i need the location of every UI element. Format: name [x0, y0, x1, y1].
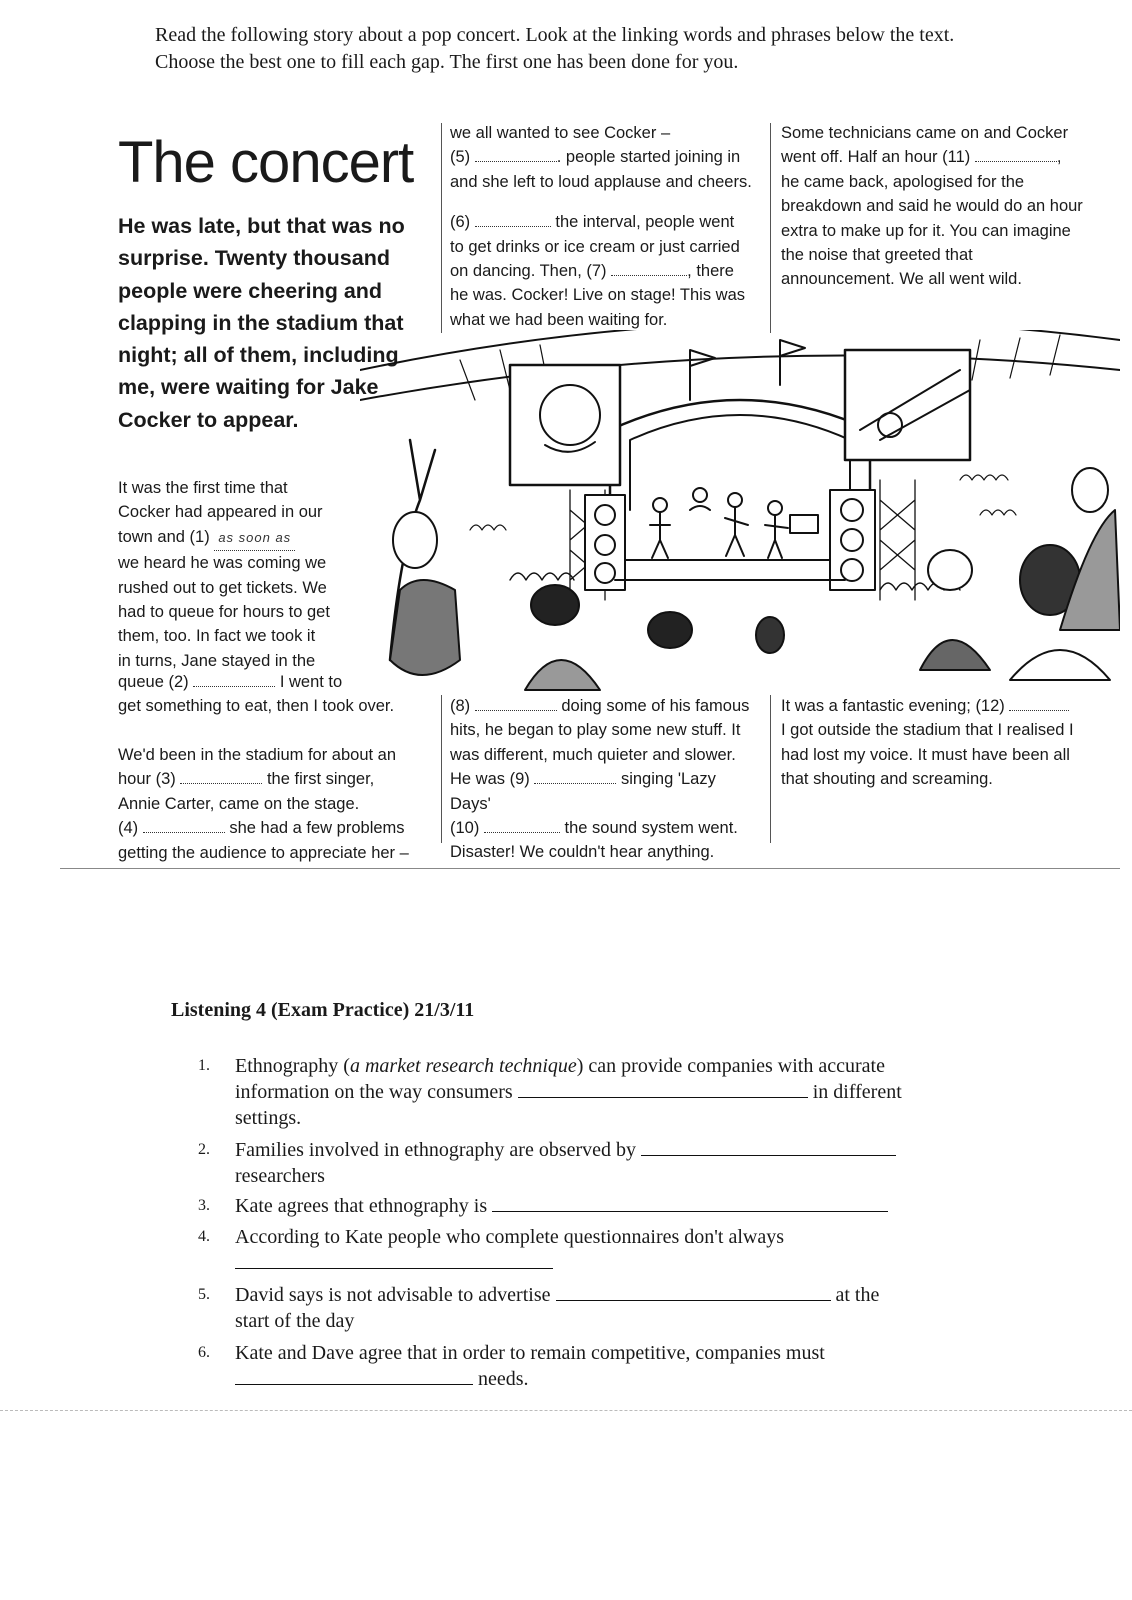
question-3	[198, 1193, 958, 1219]
text-span: Kate agrees that ethnography is	[235, 1195, 488, 1217]
text-line: get something to eat, then I took over.	[118, 697, 395, 716]
column-rule	[441, 123, 442, 333]
text-span: the interval, people went	[555, 213, 735, 232]
text-line	[235, 1079, 958, 1105]
text-span: doing some of his famous	[561, 697, 750, 715]
text-line: we all wanted to see Cocker –	[450, 124, 671, 142]
answer-blank-4[interactable]	[235, 1252, 553, 1269]
listening-title: Listening 4 (Exam Practice) 21/3/11	[171, 999, 475, 1021]
text-line	[450, 259, 760, 283]
answer-blank-6[interactable]	[235, 1368, 473, 1385]
text-line: had to queue for hours to get	[118, 603, 330, 622]
text-span: at the	[835, 1284, 880, 1306]
question-body	[235, 1224, 958, 1276]
text-line: I got outside the stadium that I realised I	[781, 721, 1074, 740]
question-2	[198, 1137, 958, 1189]
text-line: rushed out to get tickets. We	[118, 578, 327, 597]
scan-edge-line	[0, 1410, 1132, 1411]
answer-blank-1[interactable]	[518, 1081, 808, 1098]
story-column-2-top	[450, 121, 760, 332]
gap-2	[193, 672, 275, 687]
text-line: them, too. In fact we took it	[118, 627, 316, 646]
question-body	[235, 1053, 958, 1131]
text-line: getting the audience to appreciate her –	[118, 843, 409, 862]
text-line: hits, he began to play some new stuff. It	[450, 721, 741, 740]
text-span: It was a fantastic evening; (12)	[781, 697, 1005, 715]
text-span: hour (3)	[118, 770, 176, 789]
text-line: and she left to loud applause and cheers.	[450, 172, 752, 191]
instructions-line-1: Read the following story about a pop concert. Look at the linking words and phrases below the text.	[155, 24, 955, 46]
story-column-3-top	[781, 121, 1091, 292]
text-line	[235, 1137, 958, 1163]
text-span: needs.	[478, 1368, 529, 1390]
text-line: had lost my voice. It must have been all	[781, 745, 1070, 764]
text-span: a market research technique	[349, 1055, 577, 1077]
text-line: Some technicians came on and Cocker	[781, 124, 1069, 142]
text-line	[450, 816, 760, 840]
question-number: 4.	[198, 1228, 210, 1245]
text-line	[235, 1250, 958, 1276]
text-line: that shouting and screaming.	[781, 770, 993, 789]
question-6	[198, 1340, 958, 1392]
gap-10	[484, 818, 560, 833]
question-body	[235, 1137, 958, 1189]
story-title: The concert	[118, 130, 414, 195]
text-line: the noise that greeted that	[781, 246, 973, 265]
text-line: we heard he was coming we	[118, 554, 327, 573]
question-5	[198, 1282, 958, 1334]
text-span: (10)	[450, 819, 480, 838]
text-line	[235, 1282, 958, 1308]
text-line	[450, 767, 760, 816]
text-line: Annie Carter, came on the stage.	[118, 794, 360, 813]
text-line: announcement. We all went wild.	[781, 270, 1022, 289]
text-line: start of the day	[235, 1310, 355, 1332]
instructions	[155, 22, 1115, 76]
question-number: 5.	[198, 1286, 210, 1303]
text-line	[235, 1053, 958, 1079]
text-line	[118, 767, 438, 791]
text-line: We'd been in the stadium for about an	[118, 746, 397, 764]
question-body	[235, 1282, 958, 1334]
question-number: 6.	[198, 1344, 210, 1361]
instructions-line-2: Choose the best one to fill each gap. The first one has been done for you.	[155, 51, 739, 73]
concert-illustration	[360, 330, 1120, 700]
story-lead: He was late, but that was no surprise. Twenty thousand people were cheering and clapping in the stadium that night; all of them, including me, were waiting for Jake Cocker to appear.	[118, 214, 405, 432]
text-line: was different, much quieter and slower.	[450, 745, 736, 764]
story-column-3-bottom	[781, 694, 1091, 792]
gap-4	[143, 818, 225, 833]
question-number: 3.	[198, 1197, 210, 1214]
text-line: settings.	[235, 1107, 302, 1129]
question-number: 2.	[198, 1141, 210, 1158]
text-span: went off. Half an hour (11)	[781, 148, 971, 167]
story-paragraph-1	[118, 476, 358, 673]
gap-5	[475, 147, 557, 162]
text-span: the first singer,	[266, 770, 375, 789]
text-span: town and (1)	[118, 527, 210, 546]
text-line	[450, 210, 760, 234]
text-span: on dancing. Then, (7)	[450, 262, 607, 281]
text-line: researchers	[235, 1165, 325, 1187]
text-span: David says is not advisable to advertise	[235, 1284, 551, 1306]
question-number: 1.	[198, 1057, 210, 1074]
column-rule	[770, 695, 771, 843]
text-span: (8)	[450, 697, 471, 715]
text-line	[118, 525, 358, 551]
text-span: she had a few problems	[229, 819, 405, 838]
spacer	[450, 194, 760, 210]
text-line: he was. Cocker! Live on stage! This was	[450, 286, 746, 305]
story-column-2-bottom	[450, 694, 760, 865]
text-line: he came back, apologised for the	[781, 172, 1025, 191]
question-1	[198, 1053, 958, 1131]
gap-11	[975, 147, 1057, 162]
text-line: It was the first time that	[118, 479, 288, 497]
text-line: breakdown and said he would do an hour	[781, 197, 1083, 216]
text-span: , there	[687, 262, 734, 281]
text-span: (4)	[118, 819, 139, 838]
text-span: singing 'Lazy Days'	[450, 770, 716, 813]
answer-blank-5[interactable]	[556, 1284, 831, 1301]
text-line: Cocker had appeared in our	[118, 503, 323, 522]
text-span: queue (2)	[118, 673, 189, 691]
text-line: According to Kate people who complete questionnaires don't always	[235, 1226, 785, 1248]
section-divider	[60, 868, 1120, 869]
story-paragraph-2	[118, 743, 438, 865]
text-line	[450, 145, 760, 169]
answer-blank-3[interactable]	[492, 1195, 888, 1212]
text-line: Kate and Dave agree that in order to remain competitive, companies must	[235, 1342, 825, 1364]
gap-7	[611, 261, 687, 276]
text-span: the sound system went.	[564, 819, 738, 838]
text-line: in turns, Jane stayed in the	[118, 651, 316, 670]
text-span: Ethnography (	[235, 1055, 350, 1077]
text-span: I went to	[279, 673, 343, 691]
text-line	[781, 145, 1091, 169]
answer-blank-2[interactable]	[641, 1139, 896, 1156]
text-span: . people started joining in	[556, 148, 741, 167]
question-4	[198, 1224, 958, 1276]
text-span: information on the way consumers	[235, 1081, 513, 1103]
text-line: what we had been waiting for.	[450, 310, 668, 329]
text-span: Families involved in ethnography are observed by	[235, 1139, 637, 1161]
question-body	[235, 1193, 958, 1219]
text-line	[235, 1366, 958, 1392]
text-span: (5)	[450, 148, 471, 167]
text-span: ,	[1056, 148, 1062, 167]
text-span: in different	[812, 1081, 902, 1103]
question-body	[235, 1340, 958, 1392]
gap-1-answer: as soon as	[214, 526, 295, 551]
gap-3	[180, 769, 262, 784]
text-line	[235, 1193, 958, 1219]
text-line: to get drinks or ice cream or just carried	[450, 237, 740, 256]
text-line: extra to make up for it. You can imagine	[781, 221, 1071, 240]
text-line	[118, 816, 438, 840]
column-rule	[441, 695, 442, 843]
column-rule	[770, 123, 771, 333]
text-span: ) can provide companies with accurate	[576, 1055, 885, 1077]
gap-9	[534, 769, 616, 784]
gap-6	[475, 212, 551, 227]
text-span: He was (9)	[450, 770, 530, 789]
text-span: (6)	[450, 213, 471, 232]
text-line: Disaster! We couldn't hear anything.	[450, 843, 715, 862]
